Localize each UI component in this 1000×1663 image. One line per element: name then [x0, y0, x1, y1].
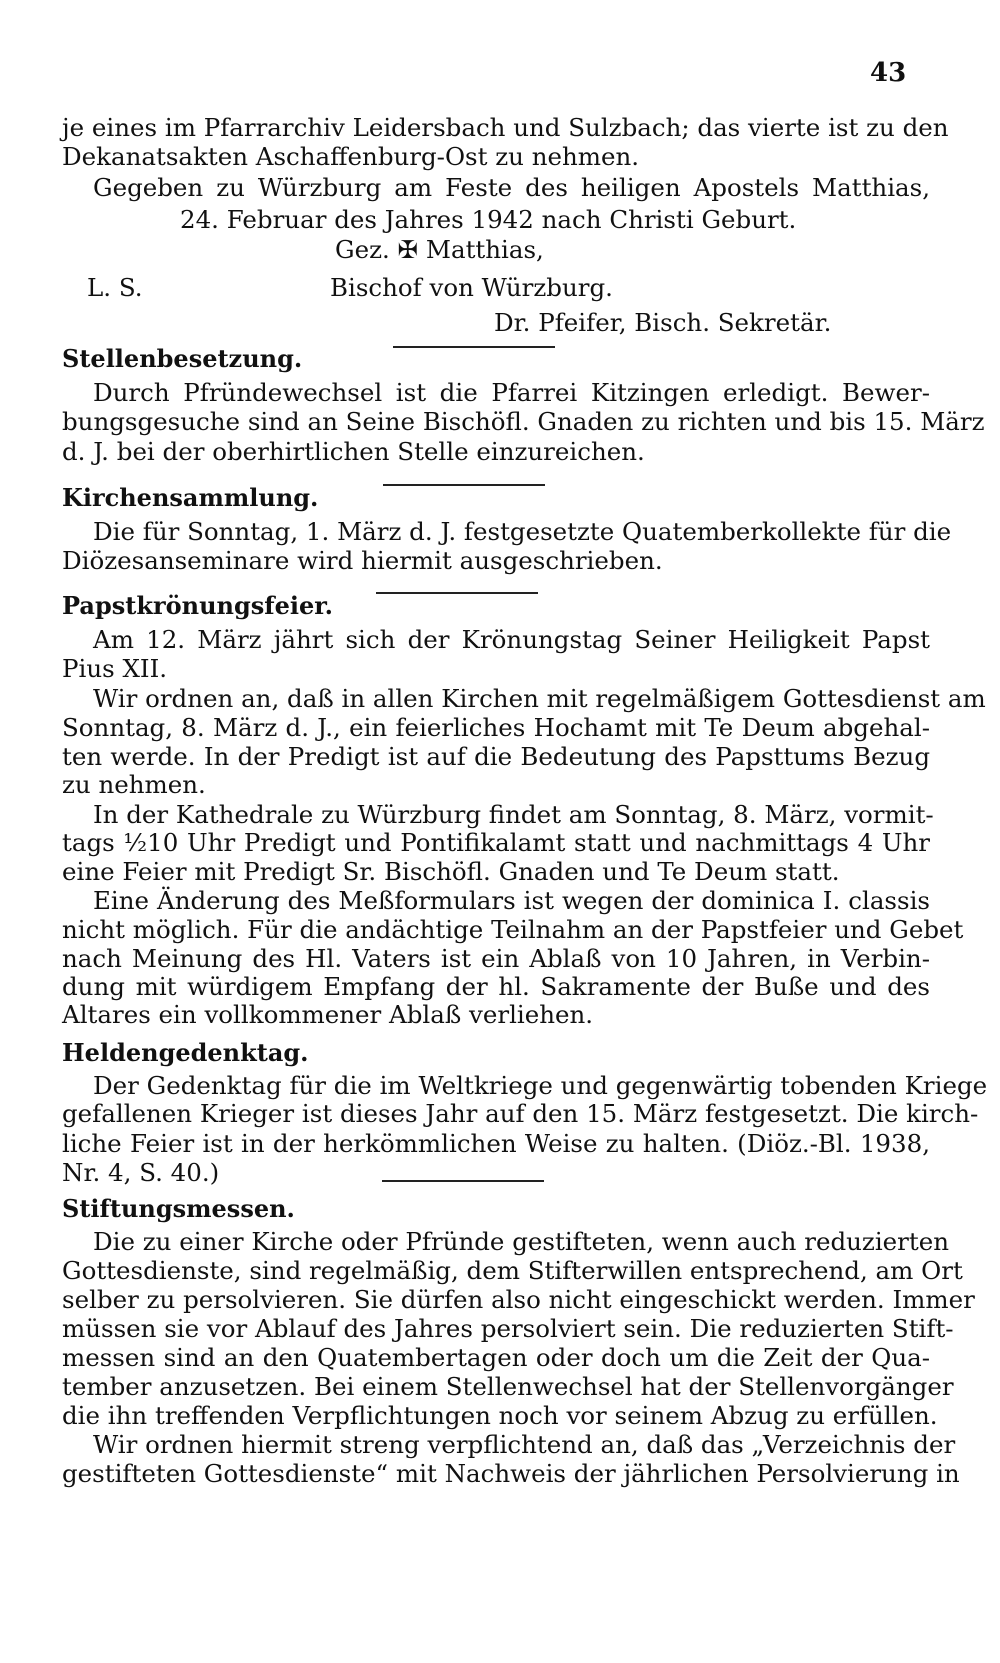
body-line: eine Feier mit Predigt Sr. Bischöfl. Gnaden und Te Deum statt. — [62, 857, 840, 886]
body-line: gefallenen Krieger ist dieses Jahr auf den 15. März festgesetzt. Die kirch- — [62, 1099, 979, 1128]
page-number: 43 — [870, 58, 907, 88]
body-line: müssen sie vor Ablauf des Jahres persolviert sein. Die reduzierten Stift- — [62, 1314, 954, 1343]
section-heading: Heldengedenktag. — [62, 1038, 309, 1067]
body-line: gestifteten Gottesdienste“ mit Nachweis der jährlichen Persolvierung in — [62, 1459, 960, 1488]
section-heading: Kirchensammlung. — [62, 483, 319, 512]
section-separator — [382, 1180, 544, 1182]
body-line: Gottesdienste, sind regelmäßig, dem Stifterwillen entsprechend, am Ort — [62, 1256, 963, 1285]
body-line: selber zu persolvieren. Sie dürfen also nicht eingeschickt werden. Immer — [62, 1285, 975, 1314]
body-line: bungsgesuche sind an Seine Bischöfl. Gnaden zu richten und bis 15. März — [62, 407, 985, 436]
body-line: In der Kathedrale zu Würzburg findet am Sonntag, 8. März, vormit- — [93, 800, 934, 829]
body-line: ten werde. In der Predigt ist auf die Bedeutung des Papsttums Bezug — [62, 742, 930, 771]
body-line: Diözesanseminare wird hiermit ausgeschrieben. — [62, 546, 663, 575]
body-line: tags ½10 Uhr Predigt und Pontifikalamt statt und nachmittags 4 Uhr — [62, 828, 930, 857]
body-line: liche Feier ist in der herkömmlichen Weise zu halten. (Diöz.-Bl. 1938, — [62, 1129, 930, 1158]
body-line: Die zu einer Kirche oder Pfründe gestifteten, wenn auch reduzierten — [93, 1227, 950, 1256]
body-line: Sonntag, 8. März d. J., ein feierliches Hochamt mit Te Deum abgehal- — [62, 713, 930, 742]
signature-line: Gez. ✠ Matthias, — [335, 235, 544, 264]
secretary-line: Dr. Pfeifer, Bisch. Sekretär. — [494, 308, 832, 337]
body-line: Wir ordnen hiermit streng verpflichtend an, daß das „Verzeichnis der — [93, 1430, 956, 1459]
body-line: 24. Februar des Jahres 1942 nach Christi Geburt. — [180, 205, 797, 234]
section-heading: Papstkrönungsfeier. — [62, 591, 334, 620]
section-heading: Stiftungsmessen. — [62, 1194, 295, 1223]
body-line: nicht möglich. Für die andächtige Teilnahm an der Papstfeier und Gebet — [62, 915, 964, 944]
body-line: Dekanatsakten Aschaffenburg-Ost zu nehmen. — [62, 142, 640, 171]
body-line: Eine Änderung des Meßformulars ist wegen der dominica I. classis — [93, 886, 930, 915]
section-heading: Stellenbesetzung. — [62, 344, 303, 373]
body-line: die ihn treffenden Verpflichtungen noch vor seinem Abzug zu erfüllen. — [62, 1401, 938, 1430]
body-line: d. J. bei der oberhirtlichen Stelle einzureichen. — [62, 437, 645, 466]
body-line: Altares ein vollkommener Ablaß verliehen. — [62, 1000, 594, 1029]
body-line: dung mit würdigem Empfang der hl. Sakramente der Buße und des — [62, 972, 930, 1001]
body-line: Pius XII. — [62, 654, 168, 683]
body-line: je eines im Pfarrarchiv Leidersbach und Sulzbach; das vierte ist zu den — [62, 113, 949, 142]
body-line: zu nehmen. — [62, 770, 206, 799]
body-line: messen sind an den Quatembertagen oder doch um die Zeit der Qua- — [62, 1343, 930, 1372]
body-line: Durch Pfründewechsel ist die Pfarrei Kitzingen erledigt. Bewer- — [93, 378, 930, 407]
body-line: Die für Sonntag, 1. März d. J. festgesetzte Quatemberkollekte für die — [93, 517, 952, 546]
body-line: Nr. 4, S. 40.) — [62, 1158, 220, 1187]
body-line: Gegeben zu Würzburg am Feste des heiligen Apostels Matthias, — [93, 173, 930, 202]
body-line: Am 12. März jährt sich der Krönungstag Seiner Heiligkeit Papst — [93, 625, 930, 654]
body-line: Der Gedenktag für die im Weltkriege und gegenwärtig tobenden Kriege — [93, 1071, 988, 1100]
seal-label: L. S. — [87, 273, 143, 302]
body-line: Wir ordnen an, daß in allen Kirchen mit regelmäßigem Gottesdienst am — [93, 684, 986, 713]
signature-title: Bischof von Würzburg. — [330, 273, 613, 302]
body-line: nach Meinung des Hl. Vaters ist ein Ablaß von 10 Jahren, in Verbin- — [62, 944, 930, 973]
body-line: tember anzusetzen. Bei einem Stellenwechsel hat der Stellenvorgänger — [62, 1372, 954, 1401]
